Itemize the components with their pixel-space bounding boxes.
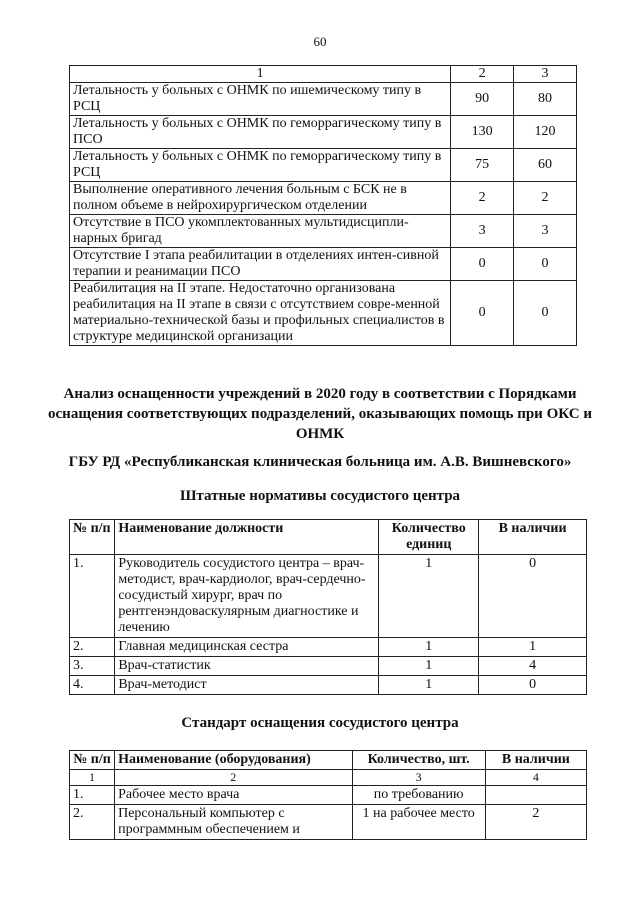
index-col-1: 1 — [70, 770, 115, 786]
cell-num: 1. — [70, 555, 115, 638]
row-label: Отсутствие в ПСО укомплектованных мультидисципли-нарных бригад — [70, 215, 451, 248]
table-row — [70, 83, 577, 116]
cell-qty: 1 — [379, 676, 479, 695]
row-label: Летальность у больных с ОНМК по геморрагическому типу в ПСО — [70, 116, 451, 149]
equipment-heading: Стандарт оснащения сосудистого центра — [181, 715, 459, 731]
header-col-1: 1 — [70, 66, 451, 83]
row-value-3: 0 — [514, 281, 577, 346]
table-header-row — [70, 520, 587, 555]
cell-name: Рабочее место врача — [115, 786, 352, 805]
row-value-3: 60 — [514, 149, 577, 182]
row-label: Летальность у больных с ОНМК по ишемическому типу в РСЦ — [70, 83, 451, 116]
cell-qty: 1 на рабочее место — [352, 805, 485, 840]
table-row — [70, 182, 577, 215]
equipment-table — [69, 750, 587, 840]
header-col-3: 3 — [514, 66, 577, 83]
cell-num: 3. — [70, 657, 115, 676]
header-name: Наименование (оборудования) — [115, 751, 352, 770]
header-qty: Количество единиц — [379, 520, 479, 555]
row-value-2: 2 — [451, 182, 514, 215]
cell-name: Главная медицинская сестра — [115, 638, 379, 657]
header-name: Наименование должности — [115, 520, 379, 555]
hospital-heading: ГБУ РД «Республиканская клиническая больница им. А.В. Вишневского» — [68, 454, 572, 470]
index-col-2: 2 — [115, 770, 352, 786]
table-row — [70, 786, 587, 805]
cell-qty: 1 — [379, 657, 479, 676]
cell-num: 2. — [70, 805, 115, 840]
cell-num: 1. — [70, 786, 115, 805]
table-header-row — [70, 751, 587, 770]
cell-num: 2. — [70, 638, 115, 657]
row-value-2: 0 — [451, 248, 514, 281]
table-header-row — [70, 66, 577, 83]
row-value-3: 120 — [514, 116, 577, 149]
row-value-2: 3 — [451, 215, 514, 248]
cell-name: Руководитель сосудистого центра – врач-методист, врач-кардиолог, врач-сердечно-сосудистый хирург, врач по рентгенэндоваскулярным диагностике и лечению — [115, 555, 379, 638]
indicators-table — [69, 65, 577, 346]
row-value-2: 90 — [451, 83, 514, 116]
cell-have: 1 — [479, 638, 587, 657]
cell-qty: по требованию — [352, 786, 485, 805]
row-label: Отсутствие I этапа реабилитации в отделениях интен-сивной терапии и реанимации ПСО — [70, 248, 451, 281]
header-have: В наличии — [485, 751, 586, 770]
header-col-2: 2 — [451, 66, 514, 83]
table-row — [70, 555, 587, 638]
analysis-heading: Анализ оснащенности учреждений в 2020 году в соответствии с Порядками оснащения соответствующих подразделений, оказывающих помощь при ОКС и ОНМК — [48, 386, 592, 442]
index-col-3: 3 — [352, 770, 485, 786]
header-num: № п/п — [70, 751, 115, 770]
table-row — [70, 805, 587, 840]
row-value-2: 0 — [451, 281, 514, 346]
page-number: 60 — [313, 34, 327, 49]
header-qty: Количество, шт. — [352, 751, 485, 770]
cell-have: 4 — [479, 657, 587, 676]
row-label: Летальность у больных с ОНМК по геморрагическому типу в РСЦ — [70, 149, 451, 182]
row-label: Реабилитация на II этапе. Недостаточно организована реабилитация на II этапе в связи с отсутствием совре-менной материально-технической базы и профильных специалистов в структуре медицинской организации — [70, 281, 451, 346]
staff-table — [69, 519, 587, 695]
row-value-2: 130 — [451, 116, 514, 149]
staff-heading: Штатные нормативы сосудистого центра — [179, 488, 461, 504]
cell-have: 0 — [479, 555, 587, 638]
cell-have — [485, 786, 586, 805]
cell-name: Врач-методист — [115, 676, 379, 695]
table-row — [70, 149, 577, 182]
cell-name: Персональный компьютер с программным обеспечением и — [115, 805, 352, 840]
row-value-3: 0 — [514, 248, 577, 281]
cell-qty: 1 — [379, 555, 479, 638]
header-num: № п/п — [70, 520, 115, 555]
row-value-3: 80 — [514, 83, 577, 116]
table-row — [70, 116, 577, 149]
cell-have: 2 — [485, 805, 586, 840]
cell-name: Врач-статистик — [115, 657, 379, 676]
table-index-row — [70, 770, 587, 786]
header-have: В наличии — [479, 520, 587, 555]
row-value-3: 3 — [514, 215, 577, 248]
cell-num: 4. — [70, 676, 115, 695]
table-row — [70, 281, 577, 346]
cell-have: 0 — [479, 676, 587, 695]
table-row — [70, 638, 587, 657]
index-col-4: 4 — [485, 770, 586, 786]
row-label: Выполнение оперативного лечения больным с БСК не в полном объеме в нейрохирургическом отделении — [70, 182, 451, 215]
table-row — [70, 215, 577, 248]
table-row — [70, 676, 587, 695]
row-value-3: 2 — [514, 182, 577, 215]
table-row — [70, 657, 587, 676]
row-value-2: 75 — [451, 149, 514, 182]
table-row — [70, 248, 577, 281]
cell-qty: 1 — [379, 638, 479, 657]
